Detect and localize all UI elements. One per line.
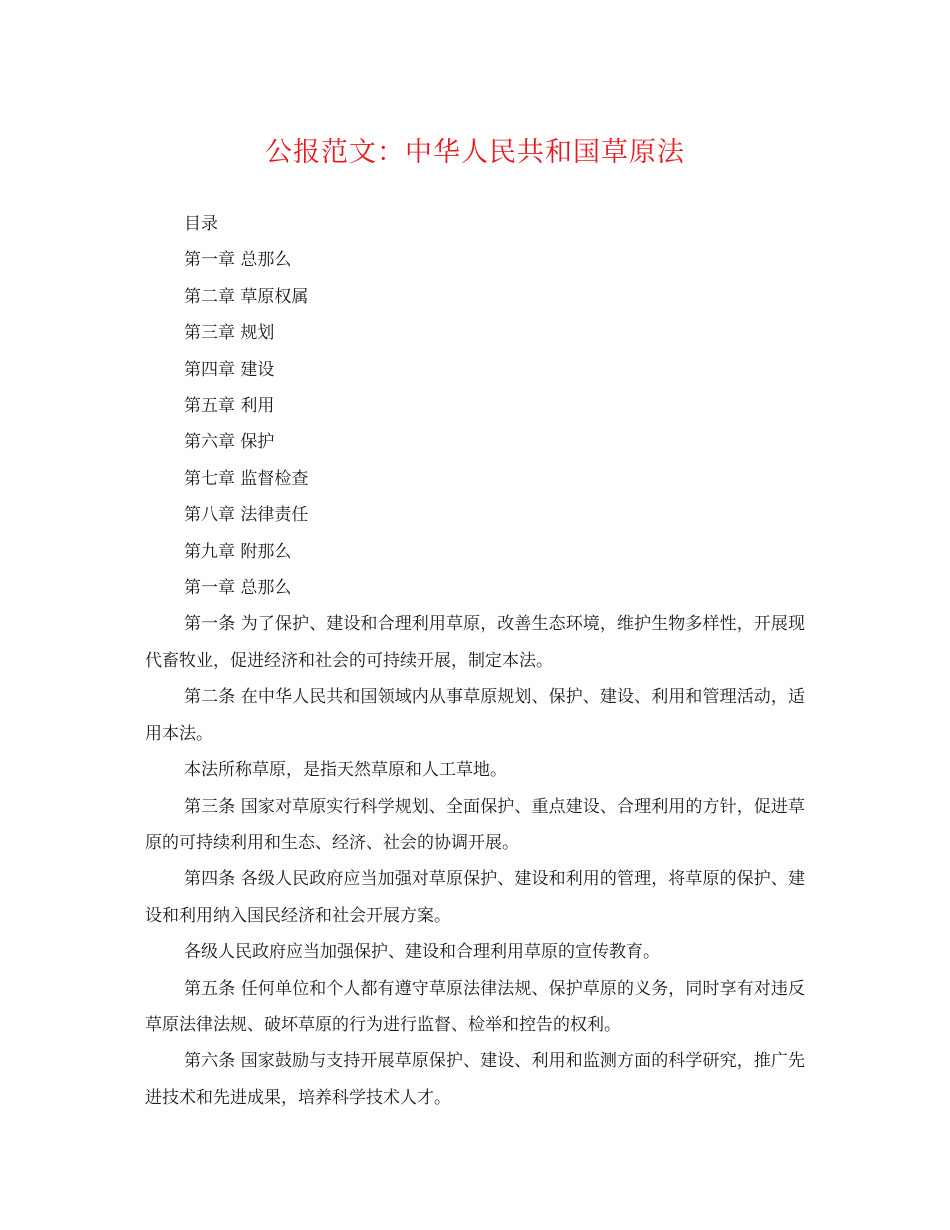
toc-item: 第三章 规划 [184, 323, 275, 344]
article-paragraph: 第二条 在中华人民共和国领域内从事草原规划、保护、建设、利用和管理活动，适用本法。 [145, 687, 805, 744]
toc-item: 第四章 建设 [184, 359, 275, 380]
document-title: 公报范文：中华人民共和国草原法 [265, 137, 685, 168]
toc-item: 第一章 总那么 [184, 250, 292, 271]
toc-item: 第八章 法律责任 [184, 505, 309, 526]
article-paragraph: 第四条 各级人民政府应当加强对草原保护、建设和利用的管理，将草原的保护、建设和利用纳入国民经济和社会开展方案。 [145, 869, 805, 926]
document-body [145, 206, 805, 1116]
article-paragraph: 第三条 国家对草原实行科学规划、全面保护、重点建设、合理利用的方针，促进草原的可持续利用和生态、经济、社会的协调开展。 [145, 796, 805, 853]
toc-item: 第九章 附那么 [184, 541, 292, 562]
article-paragraph: 各级人民政府应当加强保护、建设和合理利用草原的宣传教育。 [184, 942, 660, 963]
chapter-heading: 第一章 总那么 [184, 578, 292, 599]
article-paragraph: 第六条 国家鼓励与支持开展草原保护、建设、利用和监测方面的科学研究，推广先进技术和先进成果，培养科学技术人才。 [145, 1051, 805, 1108]
toc-item: 第七章 监督检查 [184, 468, 309, 489]
article-paragraph: 第一条 为了保护、建设和合理利用草原，改善生态环境，维护生物多样性，开展现代畜牧业，促进经济和社会的可持续开展，制定本法。 [145, 614, 805, 671]
article-paragraph: 本法所称草原，是指天然草原和人工草地。 [184, 760, 507, 781]
toc-item: 第二章 草原权属 [184, 286, 309, 307]
article-paragraph: 第五条 任何单位和个人都有遵守草原法律法规、保护草原的义务，同时享有对违反草原法律法规、破坏草原的行为进行监督、检举和控告的权利。 [145, 978, 805, 1035]
toc-item: 第六章 保护 [184, 432, 275, 453]
toc-heading: 目录 [184, 214, 218, 234]
toc-item: 第五章 利用 [184, 396, 275, 417]
